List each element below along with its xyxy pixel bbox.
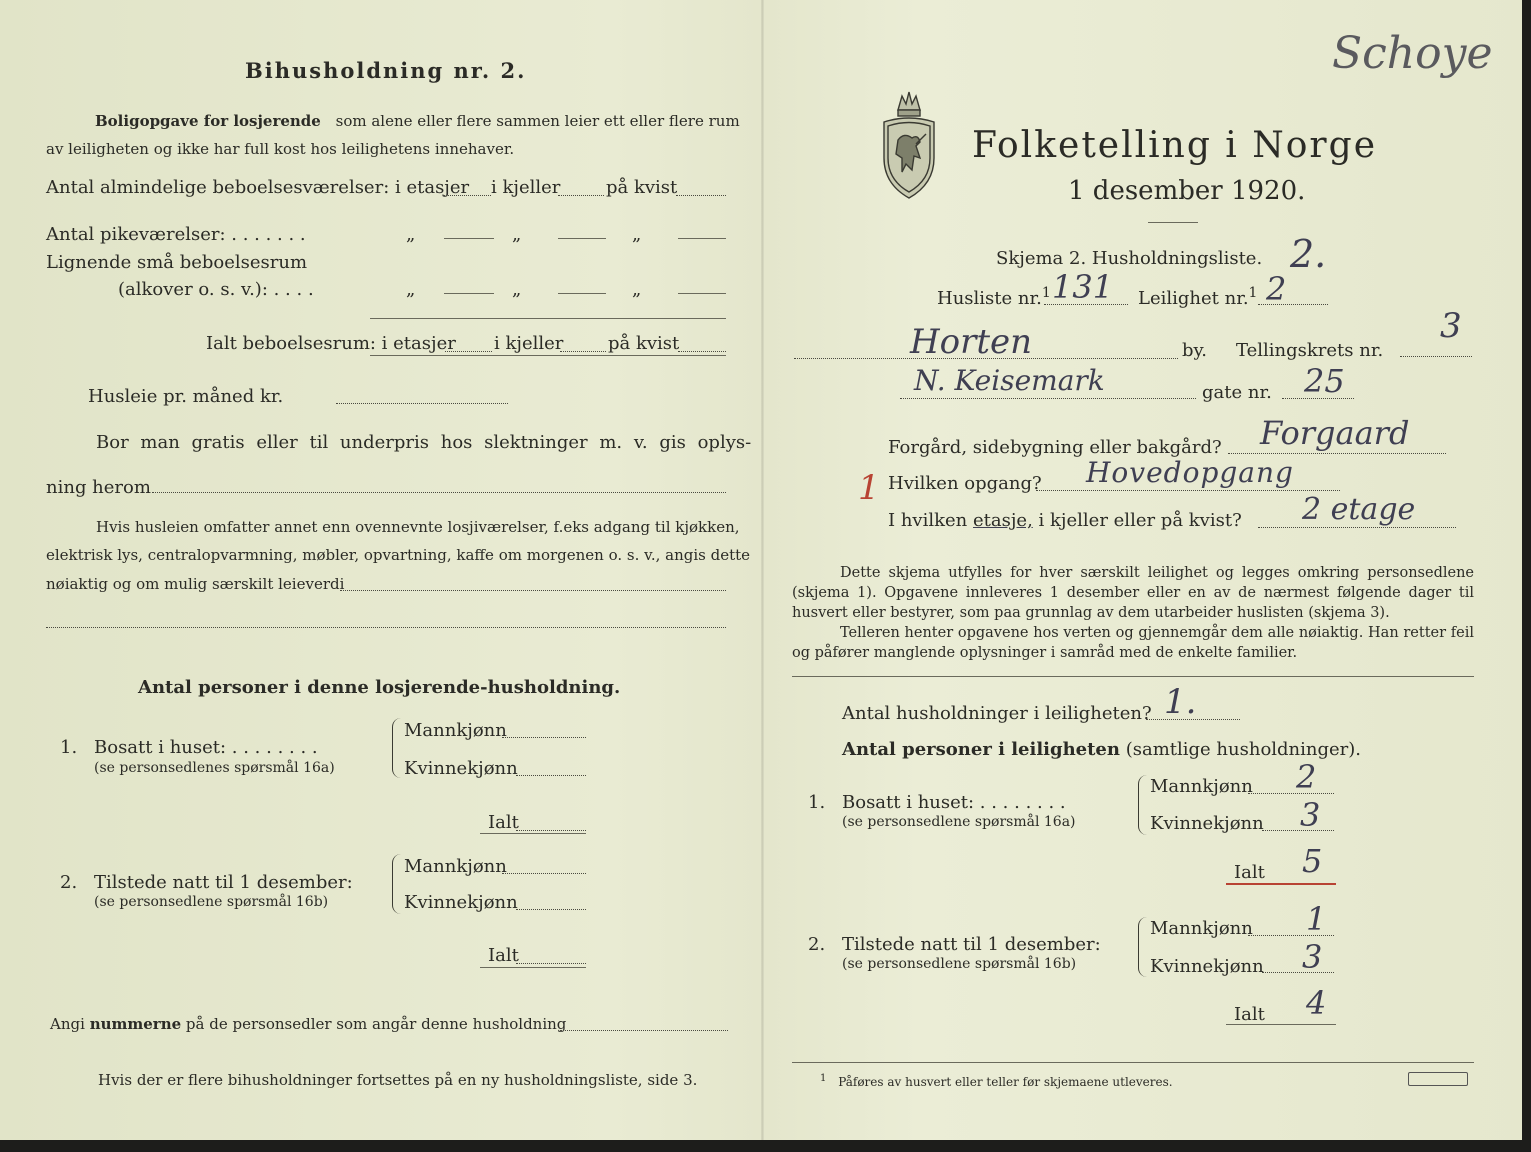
footnote (820, 1073, 1173, 1089)
city-value[interactable]: Horten (910, 322, 1033, 362)
pike-ditto-3: „ (632, 224, 642, 245)
left-bosatt-label: Bosatt i huset: . . . . . . . . (94, 737, 318, 758)
ialt-etasjer-field[interactable] (445, 351, 492, 352)
husleie-field[interactable] (336, 403, 508, 404)
right-title: Folketelling i Norge (972, 125, 1377, 166)
opgang-field (1036, 490, 1340, 491)
left-bosatt-brace (392, 718, 401, 778)
gate-value[interactable]: 25 (1304, 362, 1345, 400)
footnote-text: Påføres av husvert eller teller før skjemaene utleveres. (838, 1075, 1173, 1089)
rooms-kjeller-label: i kjeller (491, 177, 561, 198)
left-tilstede-label: Tilstede natt til 1 desember: (94, 872, 353, 893)
angi-field[interactable] (560, 1030, 728, 1031)
right-bosatt-ialt-red-underline (1226, 883, 1336, 885)
ialt-kvist-label: på kvist (608, 333, 680, 354)
intro-line-1 (95, 112, 740, 130)
rooms-etasjer-field[interactable] (443, 195, 491, 196)
antal-pers-line (842, 739, 1361, 760)
right-bosatt-mann-value[interactable]: 2 (1296, 758, 1317, 796)
angi-bold: nummerne (89, 1015, 182, 1033)
ialt-rooms-label: Ialt beboelsesrum: i etasjer (206, 333, 456, 354)
right-bosatt-kvinne-label: Kvinnekjønn (1150, 813, 1264, 834)
leieverdi-field-2[interactable] (46, 627, 726, 628)
opgang-red-mark: 1 (858, 468, 880, 508)
right-tilstede-mann-field (1248, 935, 1334, 936)
etasje-post: i kjeller eller på kvist? (1038, 510, 1242, 531)
pike-ditto-1: „ (406, 224, 416, 245)
rooms-label: Antal almindelige beboelsesværelser: i etasjer (46, 177, 470, 198)
hvis-line-2: elektrisk lys, centralopvarmning, møbler, opvartning, kaffe om morgenen o. s. v., angis dette (46, 546, 751, 564)
hvis-line-1: Hvis husleien omfatter annet enn ovennevnte losjiværelser, f.eks adgang til kjøkken, (96, 518, 740, 536)
right-tilstede-brace (1138, 917, 1147, 977)
left-footer: Hvis der er flere bihusholdninger fortsettes på en ny husholdningsliste, side 3. (98, 1071, 698, 1089)
ialt-underline (370, 355, 726, 356)
left-tilstede-ialt-rule (480, 967, 586, 968)
right-bosatt-ialt-value[interactable]: 5 (1302, 842, 1323, 880)
right-tilstede-mann-value[interactable]: 1 (1306, 900, 1327, 938)
gratis-line-1: Bor man gratis eller til underpris hos slektninger m. v. gis oplys- (96, 432, 752, 453)
footnote-divider (792, 1062, 1474, 1063)
left-bosatt-mann-label: Mannkjønn (404, 720, 507, 741)
angi-pre: Angi (50, 1015, 85, 1033)
right-date: 1 desember 1920. (1068, 176, 1306, 206)
right-tilstede-sub: (se personsedlene spørsmål 16b) (842, 956, 1077, 972)
pike-field-1[interactable] (444, 238, 494, 239)
instructions-1: Dette skjema utfylles for hver særskilt leilighet og legges omkring personsedlene (skjema 1). Opgavene innleveres 1 desember eller en av de nærmest følgende dager til husvert eller bestyrer, som paa grunnlag av dem utarbeider huslisten (skjema 3). (792, 565, 1474, 621)
rooms-kjeller-field[interactable] (558, 195, 604, 196)
rooms-kvist-label: på kvist (606, 177, 678, 198)
left-tilstede-kvinne-label: Kvinnekjønn (404, 892, 518, 913)
ialt-kjeller-label: i kjeller (494, 333, 564, 354)
right-bosatt-ialt-label: Ialt (1234, 862, 1265, 883)
left-bosatt-ialt-rule (480, 833, 586, 834)
sum-rule (370, 318, 726, 319)
left-tilstede-kvinne-field[interactable] (516, 909, 586, 910)
husliste-sup: 1 (1041, 285, 1051, 301)
left-tilstede-sub: (se personsedlene spørsmål 16b) (94, 894, 329, 910)
right-bosatt-mann-label: Mannkjønn (1150, 776, 1253, 797)
forgard-field (1228, 453, 1446, 454)
antal-hush-value[interactable]: 1. (1164, 682, 1197, 722)
right-tilstede-label: Tilstede natt til 1 desember: (842, 934, 1101, 955)
gratis-line-2: ning herom (46, 477, 151, 498)
alkover-label: (alkover o. s. v.): . . . . (118, 279, 314, 300)
alkover-ditto-1: „ (406, 279, 416, 300)
alkover-ditto-2: „ (512, 279, 522, 300)
leilighet-label (1138, 285, 1257, 309)
krets-field (1400, 356, 1472, 357)
antal-pers-bold: Antal personer i leiligheten (842, 739, 1120, 760)
intro-bold: Boligopgave for losjerende (95, 112, 321, 130)
alkover-field-3[interactable] (678, 293, 726, 294)
scan-edge-bottom (0, 1140, 1531, 1152)
left-tilstede-ialt-field[interactable] (516, 963, 586, 964)
gate-label: gate nr. (1202, 382, 1272, 403)
lignende-label: Lignende små beboelsesrum (46, 252, 308, 273)
angi-post: på de personsedler som angår denne husholdning (185, 1015, 567, 1033)
scan-edge-right (1522, 0, 1531, 1152)
leilighet-label-text: Leilighet nr. (1138, 288, 1249, 309)
right-tilstede-ialt-label: Ialt (1234, 1004, 1265, 1025)
ialt-kvist-field[interactable] (678, 351, 726, 352)
hvis-line-3: nøiaktig og om mulig særskilt leieverdi (46, 575, 345, 593)
skjema-value[interactable]: 2. (1290, 232, 1327, 276)
right-tilstede-ialt-rule (1226, 1024, 1336, 1025)
antal-personer-heading: Antal personer i denne losjerende-husholdning. (138, 677, 621, 698)
right-tilstede-kvinne-field (1262, 972, 1334, 973)
right-tilstede-ialt-value[interactable]: 4 (1306, 984, 1327, 1022)
pike-field-3[interactable] (678, 238, 726, 239)
gratis-field[interactable] (152, 492, 726, 493)
instructions-2: Telleren henter opgavene hos verten og gjennemgår dem alle nøiaktig. Han retter feil og påfører manglende oplysninger i samråd med de enkelte familier. (792, 625, 1474, 661)
title-divider (1148, 222, 1198, 223)
street-value[interactable]: N. Keisemark (914, 364, 1105, 397)
street-field (900, 398, 1196, 399)
husliste-field (1044, 304, 1128, 305)
leieverdi-field[interactable] (340, 590, 726, 591)
forgard-label: Forgård, sidebygning eller bakgård? (888, 437, 1222, 458)
antal-hush-label: Antal husholdninger i leiligheten? (842, 703, 1152, 724)
husliste-label (937, 285, 1051, 309)
etasje-field (1258, 527, 1456, 528)
pike-field-2[interactable] (558, 238, 606, 239)
etasje-value[interactable]: 2 etage (1302, 492, 1416, 527)
left-bosatt-ialt-field[interactable] (516, 830, 586, 831)
leilighet-sup: 1 (1248, 285, 1258, 301)
antal-hush-field (1146, 719, 1240, 720)
left-bosatt-ialt-label: Ialt (488, 812, 519, 833)
intro-line-2: av leiligheten og ikke har full kost hos leilighetens innehaver. (46, 140, 515, 158)
by-label: by. (1182, 340, 1208, 361)
etasje-underlined: etasje, (973, 510, 1033, 531)
right-bosatt-num: 1. (808, 792, 826, 813)
krets-value[interactable]: 3 (1440, 306, 1462, 346)
left-bosatt-kvinne-label: Kvinnekjønn (404, 758, 518, 779)
etasje-pre: I hvilken (888, 510, 968, 531)
right-bosatt-label: Bosatt i huset: . . . . . . . . (842, 792, 1066, 813)
right-bosatt-sub: (se personsedlene spørsmål 16a) (842, 814, 1076, 830)
left-tilstede-mann-field[interactable] (502, 873, 586, 874)
antal-pers-rest: (samtlige husholdninger). (1125, 739, 1362, 760)
page-fold (761, 0, 764, 1152)
skjema-label: Skjema 2. Husholdningsliste. (996, 248, 1263, 269)
left-title: Bihusholdning nr. 2. (245, 58, 527, 83)
husliste-label-text: Husliste nr. (937, 288, 1042, 309)
left-tilstede-num: 2. (60, 872, 78, 893)
leilighet-value[interactable]: 2 (1266, 270, 1287, 308)
right-bosatt-brace (1138, 775, 1147, 835)
etasje-line (888, 510, 1242, 531)
angi-line (50, 1015, 566, 1033)
gate-field (1282, 398, 1354, 399)
right-bosatt-mann-field (1248, 793, 1334, 794)
left-bosatt-kvinne-field[interactable] (516, 775, 586, 776)
right-tilstede-kvinne-value[interactable]: 3 (1302, 938, 1323, 976)
instructions-divider (792, 676, 1474, 677)
opgang-label: Hvilken opgang? (888, 473, 1042, 494)
corner-handwriting: Schoye (1332, 28, 1493, 79)
husliste-value[interactable]: 131 (1052, 268, 1114, 306)
left-bosatt-sub: (se personsedlenes spørsmål 16a) (94, 760, 335, 776)
opgang-value[interactable]: Hovedopgang (1086, 456, 1294, 489)
left-tilstede-ialt-label: Ialt (488, 945, 519, 966)
ialt-kjeller-field[interactable] (560, 351, 606, 352)
footnote-num: 1 (820, 1073, 827, 1084)
right-tilstede-num: 2. (808, 934, 826, 955)
rooms-kvist-field[interactable] (676, 195, 726, 196)
pike-ditto-2: „ (512, 224, 522, 245)
intro-rest: som alene eller flere sammen leier ett eller flere rum (335, 112, 740, 130)
forgard-value[interactable]: Forgaard (1260, 414, 1410, 452)
alkover-field-2[interactable] (558, 293, 606, 294)
printer-mark (1408, 1072, 1468, 1086)
city-field (794, 358, 1178, 359)
left-bosatt-num: 1. (60, 737, 78, 758)
left-bosatt-mann-field[interactable] (502, 737, 586, 738)
left-tilstede-brace (392, 854, 401, 914)
husleie-label: Husleie pr. måned kr. (88, 386, 284, 407)
pike-label: Antal pikeværelser: . . . . . . . (46, 224, 306, 245)
alkover-ditto-3: „ (632, 279, 642, 300)
krets-label: Tellingskrets nr. (1236, 340, 1384, 361)
right-tilstede-kvinne-label: Kvinnekjønn (1150, 956, 1264, 977)
norway-coat-of-arms-icon (876, 88, 942, 202)
right-tilstede-mann-label: Mannkjønn (1150, 918, 1253, 939)
alkover-field-1[interactable] (444, 293, 494, 294)
right-bosatt-kvinne-value[interactable]: 3 (1300, 796, 1321, 834)
leilighet-field (1258, 304, 1328, 305)
left-tilstede-mann-label: Mannkjønn (404, 856, 507, 877)
right-bosatt-kvinne-field (1262, 830, 1334, 831)
